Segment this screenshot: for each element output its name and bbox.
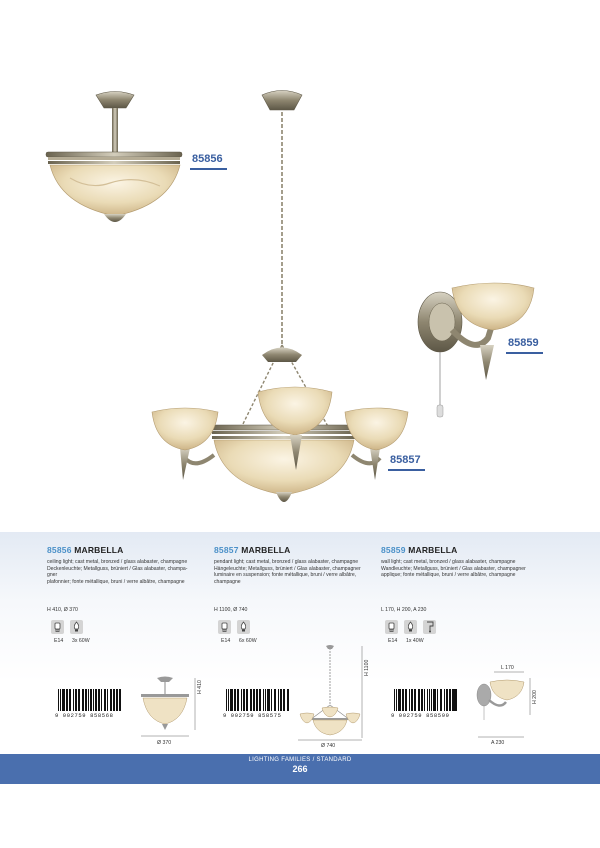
product-description: ceiling light; cast metal, bronzed / glass alabaster, champagne Deckenleuchte; Metallguss, brüniert / Glas alabaster, champa- gner plafonnier; fonte métallique, bruni / verre albâtre, champagne: [47, 559, 188, 586]
height-dimension: H 1100: [364, 659, 370, 676]
wall-light-thumbnail: [477, 672, 530, 737]
barcode-number: 9 002759 858599: [391, 712, 450, 719]
product-title: 85857 MARBELLA: [214, 545, 291, 555]
label-85857: 85857: [390, 454, 421, 466]
dimension-drawings: [0, 640, 600, 750]
diameter-dimension: Ø 370: [157, 740, 172, 746]
socket-caption: E14: [54, 638, 64, 644]
socket-caption: E14: [221, 638, 231, 644]
bulb-caption: 3x 60W: [72, 638, 90, 644]
wall-light-85859: [418, 283, 534, 417]
socket-icon: [218, 620, 231, 634]
pendant-light-85857: [152, 91, 408, 503]
product-title: 85856 MARBELLA: [47, 545, 124, 555]
product-column-85856: [47, 545, 207, 586]
label-85856: 85856: [192, 153, 223, 165]
product-dimensions: H 410, Ø 370: [47, 607, 78, 613]
bulb-caption: 6x 60W: [239, 638, 257, 644]
length-dimension: L 170: [501, 665, 514, 671]
bulb-caption: 1x 40W: [406, 638, 424, 644]
barcode-number: 9 002759 858568: [55, 712, 114, 719]
height-dimension: H 200: [532, 690, 538, 704]
page-number: 266: [292, 764, 308, 774]
product-description: pendant light; cast metal, bronzed / glass alabaster, champagne Hängeleuchte; Metallguss, brüniert / Glas alabaster, champagner luminaire en suspension; fonte métallique, bruni / verre albâtre, champagne: [214, 559, 361, 586]
pull-switch-icon: [423, 620, 436, 634]
product-column-85857: [214, 545, 374, 586]
diameter-dimension: Ø 740: [321, 743, 336, 749]
footer-section-title: LIGHTING FAMILIES / STANDARD: [248, 757, 352, 763]
projection-dimension: A 230: [491, 740, 505, 746]
bulb-icon: [237, 620, 250, 634]
ceiling-light-85856: [46, 92, 182, 223]
spec-icons: [218, 620, 250, 634]
label-85859: 85859: [508, 337, 539, 349]
product-title: 85859 MARBELLA: [381, 545, 458, 555]
product-description: wall light; cast metal, bronzed / glass alabaster, champagne Wandleuchte; Metallguss, brüniert / Glas alabaster, champagner applique; fonte métallique, bruni / verre albâtre, champagne: [381, 559, 526, 579]
socket-caption: E14: [388, 638, 398, 644]
bulb-icon: [404, 620, 417, 634]
pendant-light-thumbnail: [298, 645, 362, 740]
product-dimensions: L 170, H 200, A 230: [381, 607, 427, 613]
barcode-number: 9 002759 858575: [223, 712, 282, 719]
product-dimensions: H 1100, Ø 740: [214, 607, 248, 613]
height-dimension: H 410: [197, 680, 203, 694]
product-column-85859: [381, 545, 541, 579]
ceiling-light-thumbnail: [141, 677, 195, 737]
spec-icons: [51, 620, 83, 634]
spec-icons: [385, 620, 436, 634]
socket-icon: [51, 620, 64, 634]
socket-icon: [385, 620, 398, 634]
bulb-icon: [70, 620, 83, 634]
page-footer: [0, 754, 600, 784]
